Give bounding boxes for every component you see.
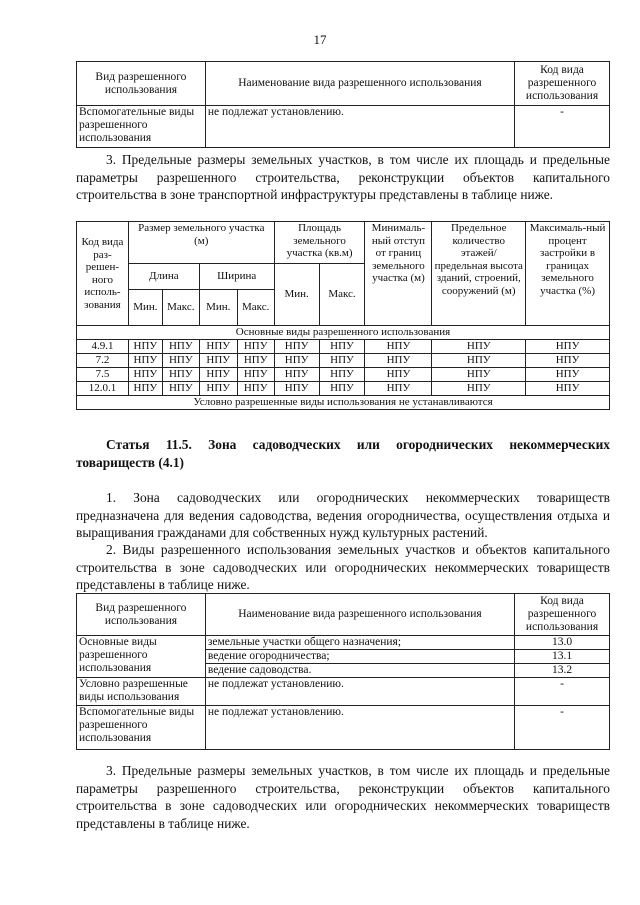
paragraph-zone-purpose: 1. Зона садоводческих или огороднических некоммерческих товариществ предназначена для ведения садоводства, ведения огородничества, осуществления отдыха и выращивания гражданами для собственных нужд культурных растений.	[76, 490, 610, 540]
cell: НПУ	[199, 382, 237, 396]
header-use-code: Код вида разрешенного использования	[515, 594, 610, 636]
header-width: Ширина	[199, 264, 274, 290]
permitted-use-table-1	[76, 61, 610, 148]
use-name-cell: земельные участки общего назначения;	[205, 636, 514, 650]
cell: НПУ	[319, 368, 365, 382]
cell: НПУ	[432, 382, 526, 396]
cell: НПУ	[365, 382, 432, 396]
header-length-max: Макс.	[162, 290, 199, 326]
cell: НПУ	[365, 340, 432, 354]
cell: НПУ	[128, 340, 162, 354]
header-use-type: Вид разрешенного использования	[77, 594, 206, 636]
header-use-name: Наименование вида разрешенного использования	[205, 594, 514, 636]
header-size: Размер земельного участка (м)	[128, 222, 274, 264]
cell: НПУ	[432, 340, 526, 354]
use-code-cell: 13.2	[515, 664, 610, 678]
section-main-uses: Основные виды разрешенного использования	[77, 326, 610, 340]
cell: НПУ	[128, 354, 162, 368]
cell: НПУ	[237, 368, 274, 382]
header-use-code: Код вида разрешенного использования	[515, 62, 610, 106]
cell: НПУ	[237, 382, 274, 396]
cell-code: 12.0.1	[77, 382, 129, 396]
page-number: 17	[313, 32, 327, 47]
use-name-cell: не подлежат установлению.	[205, 678, 514, 706]
use-code-cell: -	[515, 678, 610, 706]
cell: НПУ	[526, 354, 610, 368]
cell: НПУ	[274, 368, 319, 382]
table-row	[77, 382, 610, 396]
paragraph-limits-garden: 3. Предельные размеры земельных участков, в том числе их площадь и предельные параметры разрешенного строительства, реконструкции объектов капитального строительства в зоне садоводческих или огороднических некоммерческих товариществ представлены в таблице ниже.	[76, 763, 610, 831]
cell: НПУ	[274, 340, 319, 354]
cell: НПУ	[199, 354, 237, 368]
use-name-cell: ведение огородничества;	[205, 650, 514, 664]
cell: НПУ	[237, 354, 274, 368]
cell: НПУ	[526, 340, 610, 354]
cell: НПУ	[199, 368, 237, 382]
cell: НПУ	[432, 368, 526, 382]
cell: НПУ	[274, 354, 319, 368]
paragraph-permitted-uses: 2. Виды разрешенного использования земельных участков и объектов капитального строительства в зоне садоводческих или огороднических некоммерческих товариществ представлены в таблице ниже.	[76, 542, 610, 592]
cell: НПУ	[274, 382, 319, 396]
header-use-name: Наименование вида разрешенного использования	[205, 62, 514, 106]
table-row	[77, 368, 610, 382]
header-offset: Минималь-ный отступ от границ земельного участка (м)	[365, 222, 432, 326]
section-conditional-uses: Условно разрешенные виды использования не устанавливаются	[77, 396, 610, 410]
cell: НПУ	[199, 340, 237, 354]
header-floors: Предельное количество этажей/ предельная высота зданий, строений, сооружений (м)	[432, 222, 526, 326]
cell: НПУ	[162, 382, 199, 396]
cell: НПУ	[365, 368, 432, 382]
use-name-cell: не подлежат установлению.	[205, 106, 514, 148]
cell: НПУ	[237, 340, 274, 354]
header-area-max: Макс.	[319, 264, 365, 326]
table-row	[77, 354, 610, 368]
use-code-cell: -	[515, 106, 610, 148]
cell: НПУ	[432, 354, 526, 368]
permitted-use-table-2	[76, 593, 610, 750]
article-heading: Статья 11.5. Зона садоводческих или огороднических некоммерческих товариществ (4.1)	[76, 437, 610, 470]
use-name-cell: не подлежат установлению.	[205, 706, 514, 750]
cell: НПУ	[365, 354, 432, 368]
header-width-min: Мин.	[199, 290, 237, 326]
table-row	[77, 340, 610, 354]
use-code-cell: -	[515, 706, 610, 750]
header-length: Длина	[128, 264, 199, 290]
use-code-cell: 13.0	[515, 636, 610, 650]
header-use-type: Вид разрешенного использования	[77, 62, 206, 106]
use-name-cell: ведение садоводства.	[205, 664, 514, 678]
cell: НПУ	[162, 340, 199, 354]
cell: НПУ	[319, 382, 365, 396]
header-area-min: Мин.	[274, 264, 319, 326]
main-use-type: Основные виды разрешенного использования	[77, 636, 206, 678]
cell: НПУ	[526, 368, 610, 382]
header-percent: Максималь-ный процент застройки в границах земельного участка (%)	[526, 222, 610, 326]
header-code: Код вида раз-решен-ного исполь-зования	[77, 222, 129, 326]
cell: НПУ	[128, 368, 162, 382]
cell-code: 7.5	[77, 368, 129, 382]
cell: НПУ	[319, 340, 365, 354]
cell: НПУ	[162, 354, 199, 368]
cell: НПУ	[162, 368, 199, 382]
cell-code: 7.2	[77, 354, 129, 368]
cell: НПУ	[128, 382, 162, 396]
limits-table-transport	[76, 221, 610, 410]
header-length-min: Мин.	[128, 290, 162, 326]
auxiliary-use-type: Вспомогательные виды разрешенного использования	[77, 706, 206, 750]
cell: НПУ	[526, 382, 610, 396]
paragraph-limits-transport: 3. Предельные размеры земельных участков, в том числе их площадь и предельные параметры разрешенного строительства, реконструкции объектов капитального строительства в зоне транспортной инфраструктуры представлены в таблице ниже.	[76, 152, 610, 202]
header-area: Площадь земельного участка (кв.м)	[274, 222, 365, 264]
cell-code: 4.9.1	[77, 340, 129, 354]
use-code-cell: 13.1	[515, 650, 610, 664]
cell: НПУ	[319, 354, 365, 368]
use-type-cell: Вспомогательные виды разрешенного использования	[77, 106, 206, 148]
conditional-use-type: Условно разрешенные виды использования	[77, 678, 206, 706]
header-width-max: Макс.	[237, 290, 274, 326]
